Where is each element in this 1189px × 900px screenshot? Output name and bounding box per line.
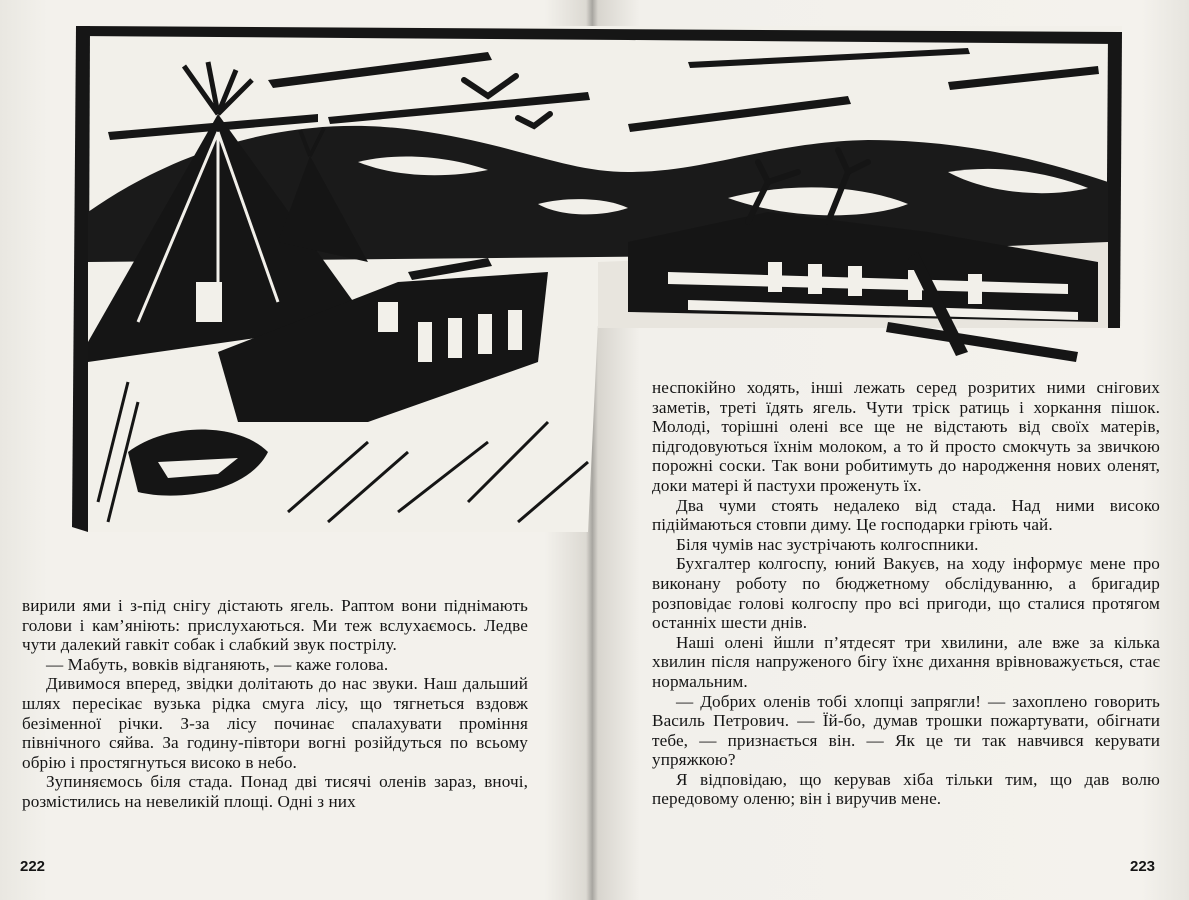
paragraph: — Мабуть, вовків відганяють, — каже голова.	[46, 654, 389, 674]
paragraph: — Добрих оленів тобі хлопці запрягли! — захоплено говорить Василь Петрович. — Їй-бо, думав трошки пожартувати, обігнати тебе, — признається він. — Як це ти так навчився керувати упряжкою?	[652, 691, 1160, 770]
paragraph: Зупиняємось біля стада. Понад дві тисячі оленів зараз, вночі, розмістились на невеликій площі. Одні з них	[22, 772, 528, 811]
paragraph: Бухгалтер колгоспу, юний Вакуєв, на ходу інформує мене про виконану роботу по бюджетному обслідуванню, а бригадир розповідає голові колгоспу про всі пригоди, що сталися протягом останніх шести днів.	[652, 554, 1160, 633]
paragraph: вирили ями і з-під снігу дістають ягель. Раптом вони піднімають голови і кам’яніють: прислухаються. Ми теж вслухаємось. Ледве чути далекий гавкіт собак і слабкий звук пострілу.	[22, 596, 528, 655]
right-page-text	[652, 378, 1160, 809]
page-number-right: 223	[1130, 858, 1156, 875]
paragraph: неспокійно ходять, інші лежать серед розритих ними снігових заметів, треті їдять ягель. Чути тріск ратиць і хоркання пішок. Молоді, торішні олені все ще не відстають від своїх матерів, підгодовуються їхнім молоком, а то й просто смокчуть за звичкою порожні соски. Так вони робитимуть до народження нових оленят, доки матері й пастухи проженуть їх.	[652, 378, 1160, 495]
left-page-text	[22, 596, 528, 812]
paragraph: Дивимося вперед, звідки долітають до нас звуки. Наш дальший шлях пересікає вузька рідка смуга лісу, що тягнеться вздовж безіменної річки. З-за лісу починає спалахувати проміння північного сяйва. За годину-півтори вогні розійдуться по всьому обрію і простягнуться високо в небо.	[22, 674, 528, 772]
paragraph: Біля чумів нас зустрічають колгоспники.	[676, 534, 979, 554]
paragraph: Наші олені йшли п’ятдесят три хвилини, але вже за кілька хвилин після напруженого бігу їхнє дихання врівноважується, стає нормальним.	[652, 632, 1160, 691]
paragraph: Я відповідаю, що керував хіба тільки тим, що дав волю передовому оленю; він і виручив мене.	[652, 769, 1160, 809]
page-number-left: 222	[20, 858, 46, 875]
paragraph: Два чуми стоять недалеко від стада. Над ними високо підіймаються стовпи диму. Це господарки гріють чай.	[652, 495, 1160, 535]
